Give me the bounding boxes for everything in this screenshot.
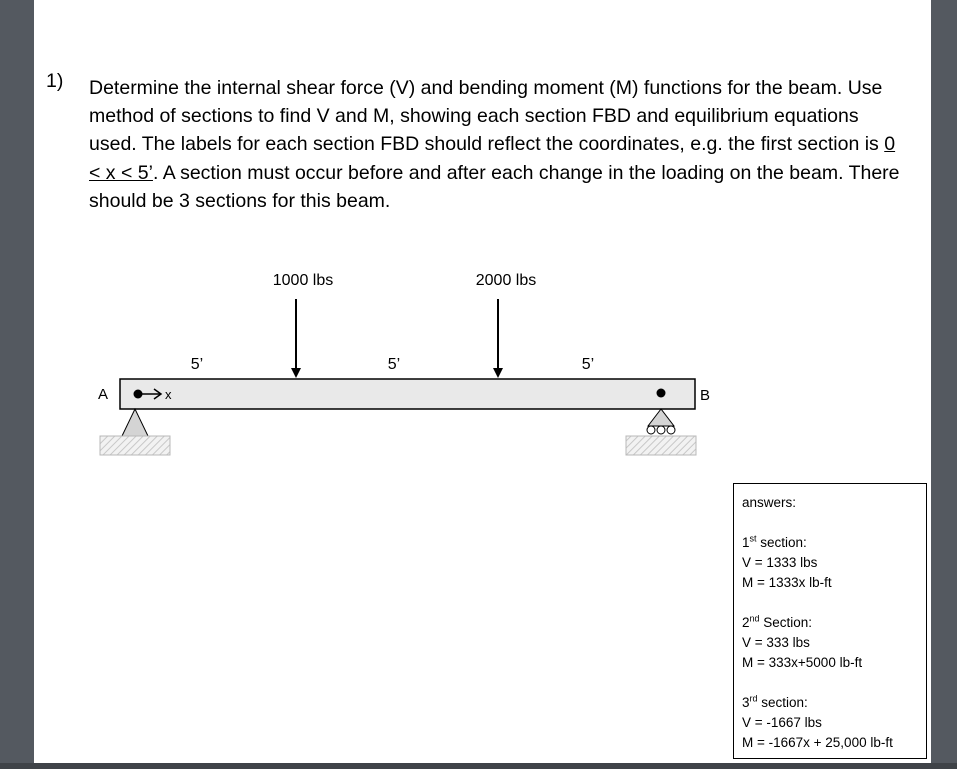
support-label-a: A — [97, 386, 109, 403]
load-label-2000: 2000 lbs — [475, 272, 537, 289]
dimension-label-2: 5’ — [387, 356, 401, 373]
section-2-shear: V = 333 lbs — [742, 635, 810, 650]
problem-number: 1) — [46, 70, 64, 92]
load-arrow-2000 — [493, 299, 503, 378]
roller-support-b — [626, 409, 696, 455]
problem-text-part2: . A section must occur before and after each change in the loading on the beam. There should be 3 sections for this beam. — [89, 161, 900, 212]
dimension-label-3: 5’ — [581, 356, 595, 373]
load-label-1000: 1000 lbs — [272, 272, 334, 289]
section-1-shear: V = 1333 lbs — [742, 555, 818, 570]
section-2-moment: M = 333x+5000 lb-ft — [742, 655, 863, 670]
section-1-label: 1st section: — [742, 533, 807, 550]
section-3-shear: V = -1667 lbs — [742, 715, 822, 730]
answers-box — [733, 483, 927, 759]
x-axis-label: x — [165, 387, 172, 402]
answers-heading: answers: — [742, 495, 797, 510]
problem-text-underlined: 0 < x < 5’ — [89, 133, 896, 184]
beam — [120, 379, 695, 409]
section-3-moment: M = -1667x + 25,000 lb-ft — [742, 735, 893, 750]
problem-text-part1: Determine the internal shear force (V) and bending moment (M) functions for the beam. Use method of sections to find V and M, showing each section FBD and equilibrium equations used. The labels for each section FBD should reflect the coordinates, e.g. the first section is — [89, 77, 885, 156]
section-1-moment: M = 1333x lb-ft — [742, 575, 832, 590]
support-label-b: B — [699, 387, 711, 404]
section-3-label: 3rd section: — [742, 693, 808, 710]
document-page — [34, 0, 931, 763]
pin-support-a — [100, 409, 170, 455]
beam-end-point-b — [657, 389, 666, 398]
load-arrow-1000 — [291, 299, 301, 378]
dimension-label-1: 5’ — [190, 356, 204, 373]
viewer-bottom-bar — [0, 763, 957, 769]
section-2-label: 2nd Section: — [742, 613, 813, 630]
